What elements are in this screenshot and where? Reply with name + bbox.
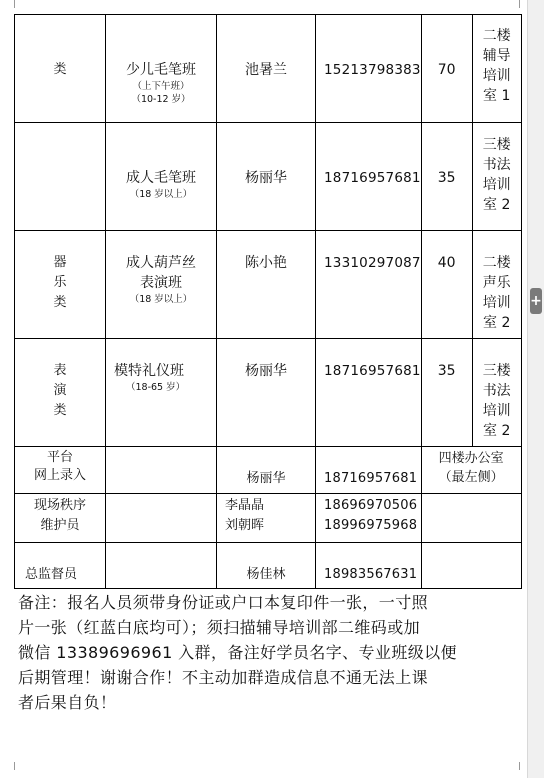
- category-label: 表: [53, 363, 67, 378]
- room-text: 书法: [482, 383, 511, 399]
- teacher-cell: 池暑兰: [217, 15, 316, 123]
- course-name: 成人葫芦丝: [126, 255, 196, 271]
- room-text: 三楼: [482, 363, 511, 379]
- phone-cell: 13310297087: [316, 231, 422, 339]
- category-label: 器: [53, 255, 67, 270]
- location-text: （最左侧）: [438, 470, 504, 485]
- category-label: 类: [53, 295, 67, 310]
- add-row-button[interactable]: +: [530, 288, 542, 314]
- page-corner-mark: [519, 762, 520, 770]
- staff-phone: 18996975968: [324, 518, 418, 533]
- room-text: 培训: [482, 295, 511, 311]
- location-text: 四楼办公室: [438, 451, 504, 466]
- remarks-paragraph: [18, 590, 528, 715]
- room-cell: [472, 15, 521, 123]
- phone-cell: 18716957681: [316, 339, 422, 447]
- teacher-cell: 杨丽华: [217, 123, 316, 231]
- course-note: （18-65 岁）: [126, 382, 186, 393]
- table-row: [15, 15, 522, 123]
- room-cell: [472, 339, 521, 447]
- empty-cell: [421, 543, 521, 589]
- remarks-line: 后期管理！谢谢合作！不主动加群造成信息不通无法上课: [18, 668, 429, 687]
- room-text: 二楼: [482, 28, 511, 44]
- location-cell: [421, 447, 521, 494]
- role-cell: [15, 447, 106, 494]
- teacher-cell: 杨丽华: [217, 339, 316, 447]
- course-note: （18 岁以上）: [129, 294, 193, 305]
- phone-cell: 18983567631: [316, 543, 422, 589]
- room-text: 声乐: [482, 275, 511, 291]
- course-note: （上下午班）: [132, 81, 190, 92]
- teacher-cell: 陈小艳: [217, 231, 316, 339]
- role-label: 平台: [46, 450, 73, 465]
- vertical-scrollbar[interactable]: [527, 0, 544, 778]
- role-cell: [15, 543, 106, 589]
- course-name: 成人毛笔班: [126, 170, 196, 186]
- page-corner-mark: [14, 0, 15, 8]
- room-text: 室 2: [483, 197, 511, 213]
- table-row: [15, 231, 522, 339]
- course-cell: [106, 231, 217, 339]
- role-label: 现场秩序: [33, 498, 86, 513]
- role-label: 维护员: [40, 518, 80, 533]
- remarks-line: 微信 13389696961 入群，备注好学员名字、专业班级以便: [18, 643, 457, 662]
- staff-name: 李晶晶: [225, 498, 265, 513]
- category-label: 类: [53, 62, 67, 77]
- schedule-table: [14, 14, 522, 589]
- category-cell: [15, 339, 106, 447]
- course-note: （10-12 岁）: [131, 94, 191, 105]
- room-text: 三楼: [482, 137, 511, 153]
- role-cell: [15, 494, 106, 543]
- room-text: 室 2: [483, 315, 511, 331]
- phone-cell: 18716957681: [316, 123, 422, 231]
- teacher-cell: 杨佳林: [217, 543, 316, 589]
- phone-cell: 18716957681: [316, 447, 422, 494]
- room-text: 室 1: [483, 88, 511, 104]
- remarks-line: 者后果自负！: [18, 693, 117, 712]
- table-row: [15, 339, 522, 447]
- page-corner-mark: [519, 0, 520, 8]
- phone-cell: 15213798383: [316, 15, 422, 123]
- table-row: [15, 447, 522, 494]
- room-text: 书法: [482, 157, 511, 173]
- course-cell: [106, 123, 217, 231]
- room-cell: [472, 231, 521, 339]
- count-cell: 35: [421, 339, 472, 447]
- category-label: 类: [53, 403, 67, 418]
- staff-phone: 18696970506: [324, 498, 418, 513]
- room-text: 辅导: [482, 48, 511, 64]
- role-label: 网上录入: [33, 468, 86, 483]
- room-cell: [472, 123, 521, 231]
- table-row: [15, 494, 522, 543]
- teacher-cell: [217, 494, 316, 543]
- course-cell: [106, 339, 217, 447]
- room-text: 培训: [482, 403, 511, 419]
- count-cell: 70: [421, 15, 472, 123]
- room-text: 二楼: [482, 255, 511, 271]
- count-cell: 35: [421, 123, 472, 231]
- empty-cell: [106, 543, 217, 589]
- staff-name: 刘朝晖: [225, 518, 265, 533]
- empty-cell: [106, 494, 217, 543]
- course-name: 表演班: [140, 275, 182, 291]
- table-row: [15, 543, 522, 589]
- phone-cell: [316, 494, 422, 543]
- count-cell: 40: [421, 231, 472, 339]
- category-label: 演: [53, 383, 67, 398]
- course-note: （18 岁以上）: [129, 189, 193, 200]
- room-text: 培训: [482, 177, 511, 193]
- room-text: 室 2: [483, 423, 511, 439]
- table-row: [15, 123, 522, 231]
- category-cell: [15, 231, 106, 339]
- course-name: 少儿毛笔班: [126, 62, 196, 78]
- category-cell: [15, 15, 106, 123]
- empty-cell: [421, 494, 521, 543]
- role-label: 总监督员: [25, 567, 78, 582]
- room-text: 培训: [482, 68, 511, 84]
- course-name: 模特礼仪班: [114, 363, 184, 379]
- category-cell: [15, 123, 106, 231]
- remarks-line: 备注：报名人员须带身份证或户口本复印件一张，一寸照: [18, 593, 429, 612]
- course-cell: [106, 15, 217, 123]
- empty-cell: [106, 447, 217, 494]
- category-label: 乐: [53, 275, 67, 290]
- remarks-line: 片一张（红蓝白底均可）；须扫描辅导培训部二维码或加: [18, 618, 421, 637]
- page-corner-mark: [14, 762, 15, 770]
- teacher-cell: 杨丽华: [217, 447, 316, 494]
